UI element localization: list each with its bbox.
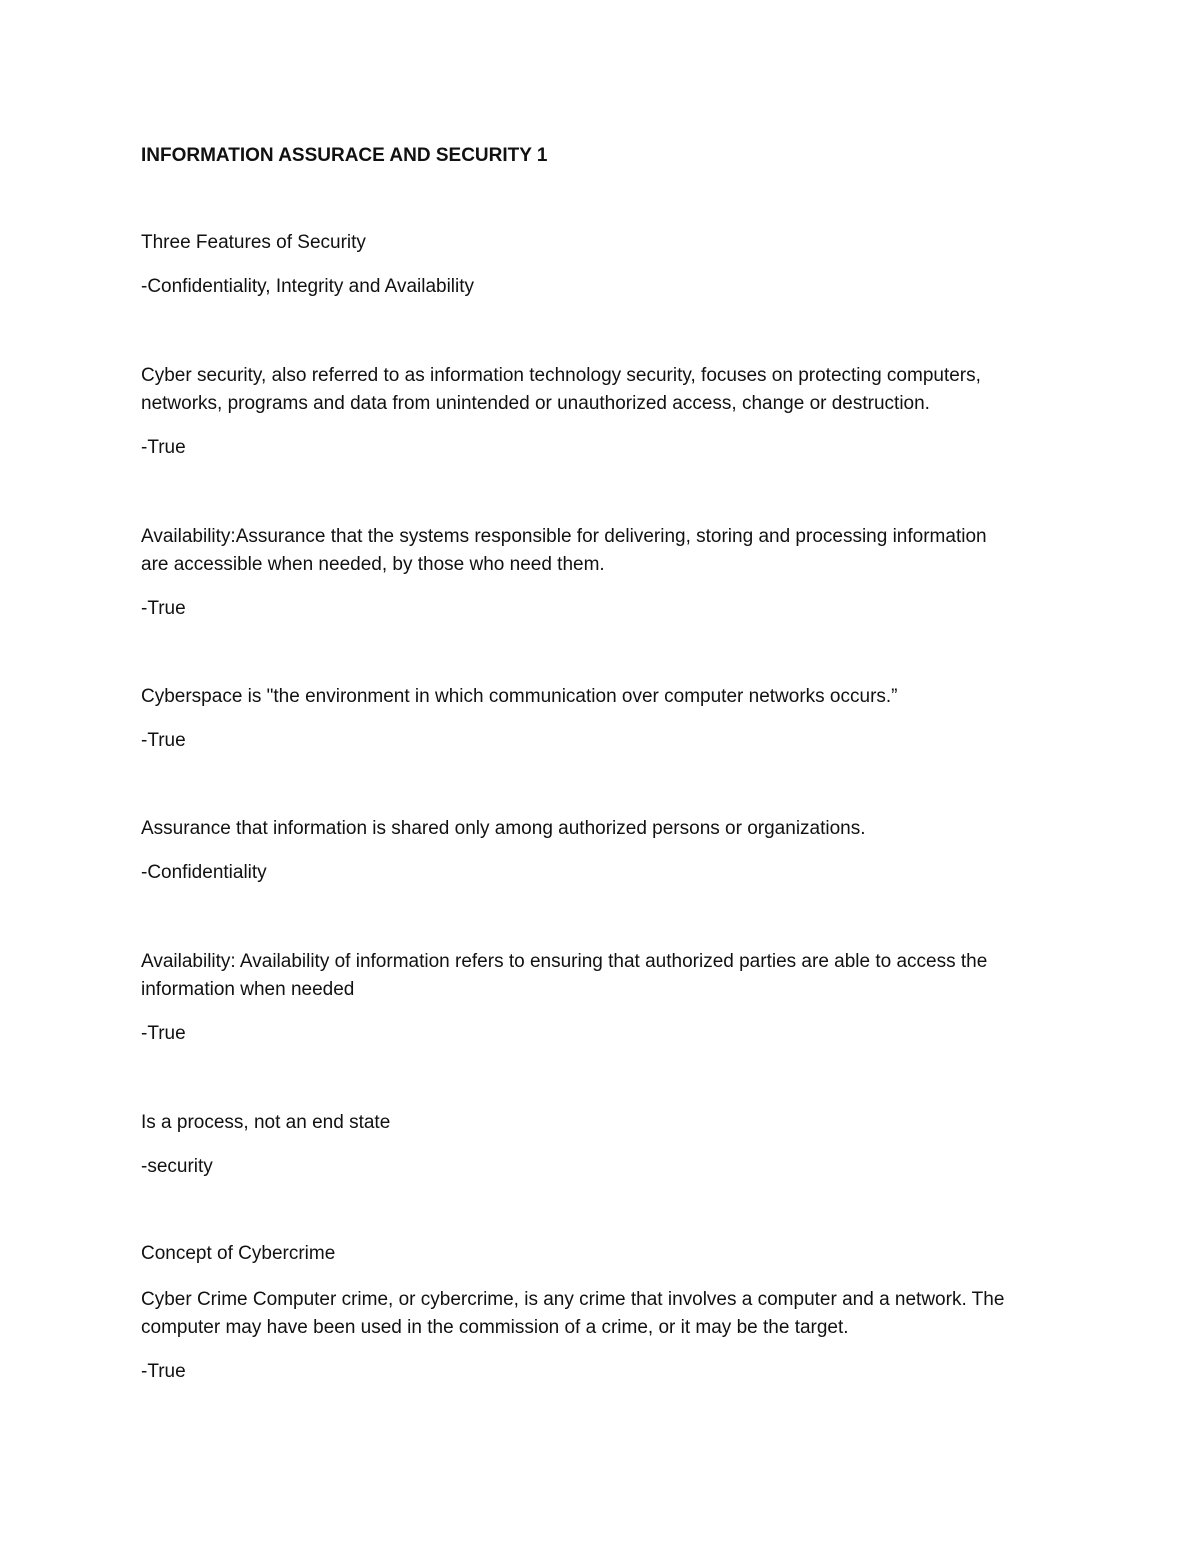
question-text: networks, programs and data from unintended or unauthorized access, change or destruction. [141, 393, 930, 414]
answer-text: -Confidentiality [141, 862, 267, 883]
question-text: Availability:Assurance that the systems responsible for delivering, storing and processing information [141, 526, 987, 547]
answer-text: -True [141, 1361, 186, 1382]
answer-text: -security [141, 1156, 213, 1177]
document-title: INFORMATION ASSURACE AND SECURITY 1 [141, 145, 548, 166]
section-heading: Concept of Cybercrime [141, 1243, 336, 1264]
question-text: information when needed [141, 979, 355, 1000]
answer-text: -True [141, 437, 186, 458]
answer-text: -True [141, 730, 186, 751]
answer-text: -True [141, 598, 186, 619]
question-text: are accessible when needed, by those who need them. [141, 554, 605, 575]
question-text: Availability: Availability of information refers to ensuring that authorized parties are able to access the [141, 951, 988, 972]
answer-text: -True [141, 1023, 186, 1044]
question-text: computer may have been used in the commission of a crime, or it may be the target. [141, 1317, 849, 1338]
question-text: Assurance that information is shared only among authorized persons or organizations. [141, 818, 866, 839]
question-text: Cyber security, also referred to as information technology security, focuses on protecting computers, [141, 365, 981, 386]
question-text: Cyber Crime Computer crime, or cybercrime, is any crime that involves a computer and a network. The [141, 1289, 1005, 1310]
question-text: Cyberspace is "the environment in which communication over computer networks occurs.” [141, 686, 898, 707]
question-text: Is a process, not an end state [141, 1112, 391, 1133]
answer-text: -Confidentiality, Integrity and Availability [141, 276, 475, 297]
question-text: Three Features of Security [141, 232, 366, 253]
